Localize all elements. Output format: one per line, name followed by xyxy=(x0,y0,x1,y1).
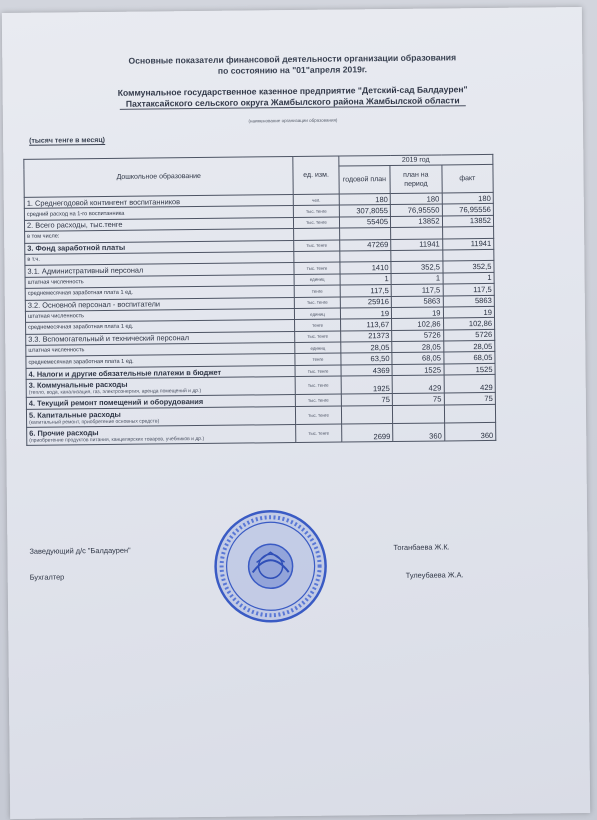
organization-name xyxy=(3,83,583,111)
cell-fact: 19 xyxy=(443,306,495,318)
cell-period-plan xyxy=(391,250,443,262)
cell-annual-plan: 47269 xyxy=(339,239,391,251)
row-unit: тенге xyxy=(295,353,340,365)
cell-period-plan: 19 xyxy=(392,307,444,319)
row-subtitle: (тепло, вода, канализация, газ, электроэнергия, аренда помещений и др.) xyxy=(28,388,202,397)
financial-table xyxy=(23,154,496,446)
row-unit: единиц xyxy=(295,342,340,354)
row-unit: тыс. тенге xyxy=(295,331,340,343)
cell-fact: 117,5 xyxy=(443,284,495,296)
row-name-text: в том числе: xyxy=(27,233,60,241)
row-name-text: 4. Текущий ремонт помещений и оборудования xyxy=(28,396,204,408)
row-name-text: 3.1. Административный персонал xyxy=(27,265,144,276)
row-name-text: среднемесячная заработная плата 1 ед. xyxy=(28,324,134,332)
cell-period-plan: 5863 xyxy=(391,295,443,307)
cell-annual-plan: 117,5 xyxy=(340,285,392,297)
col-header-annual-plan: годовой план xyxy=(339,166,391,195)
cell-period-plan: 11941 xyxy=(391,239,443,251)
cell-period-plan: 13852 xyxy=(391,216,443,228)
cell-period-plan: 5726 xyxy=(392,330,444,342)
row-name-text: среднемесячная заработная плата 1 ед. xyxy=(27,290,133,298)
cell-fact: 102,86 xyxy=(443,318,495,330)
cell-fact xyxy=(442,227,494,239)
row-subtitle: (капитальный ремонт, приобретение основных средств) xyxy=(29,418,160,426)
cell-fact: 1 xyxy=(443,272,495,284)
row-name-text: в т.ч. xyxy=(27,256,40,263)
unit-note: (тысяч тенге в месяц) xyxy=(29,136,106,145)
cell-period-plan: 76,95550 xyxy=(390,204,442,216)
row-unit: тыс. тенге xyxy=(296,376,341,394)
head-signature-label: Заведующий д/с "Балдаурен" xyxy=(29,545,131,556)
cell-fact: 76,95556 xyxy=(442,204,494,216)
cell-period-plan: 180 xyxy=(390,193,442,205)
title-line-1: Основные показатели финансовой деятельности организации образования xyxy=(128,52,457,66)
cell-annual-plan: 307,8055 xyxy=(339,205,391,217)
cell-period-plan: 1 xyxy=(391,273,443,285)
row-unit: тыс. тенге xyxy=(296,394,341,406)
row-name-text: штатная численность xyxy=(27,313,85,320)
cell-period-plan: 117,5 xyxy=(391,284,443,296)
row-unit: тыс. тенге xyxy=(295,365,340,377)
cell-fact: 1525 xyxy=(444,363,496,375)
row-name-text: 3. Коммунальные расходы xyxy=(28,380,128,391)
cell-period-plan: 68,05 xyxy=(392,352,444,364)
cell-annual-plan xyxy=(339,228,391,240)
row-name xyxy=(27,424,297,445)
cell-annual-plan: 1925 xyxy=(341,376,393,395)
row-unit: тыс. тенге xyxy=(296,406,341,424)
cell-annual-plan xyxy=(341,405,393,424)
cell-fact: 5726 xyxy=(443,329,495,341)
row-name-text: штатная численность xyxy=(28,347,85,355)
cell-fact: 13852 xyxy=(442,215,494,227)
cell-fact: 352,5 xyxy=(442,261,494,273)
cell-fact: 68,05 xyxy=(443,352,495,364)
head-signature-name: Тоганбаева Ж.К. xyxy=(393,542,450,552)
cell-annual-plan: 63,50 xyxy=(341,353,393,365)
col-header-fact: факт xyxy=(441,164,493,193)
row-unit: тыс. тенге xyxy=(295,297,340,309)
row-name-text: 1. Среднегодовой контингент воспитанников xyxy=(26,196,181,208)
cell-period-plan: 28,05 xyxy=(392,341,444,353)
cell-fact: 429 xyxy=(444,375,496,394)
cell-annual-plan: 4369 xyxy=(341,364,393,376)
cell-fact: 180 xyxy=(442,192,494,204)
org-line-1: Коммунальное государственное казенное предприятие "Детский-сад Балдаурен" xyxy=(117,84,468,98)
cell-annual-plan: 55405 xyxy=(339,216,391,228)
cell-fact xyxy=(444,404,496,423)
row-name-text: 3.2. Основной персонал - воспитатели xyxy=(27,299,161,311)
row-name-text: среднемесячная заработная плата 1 ед. xyxy=(28,358,134,366)
cell-period-plan: 1525 xyxy=(392,364,444,376)
row-unit: тыс. тенге xyxy=(294,240,339,252)
cell-annual-plan: 19 xyxy=(340,307,392,319)
col-header-unit: ед. изм. xyxy=(293,156,339,194)
accountant-signature-name: Тулеубаева Ж.А. xyxy=(405,570,464,580)
row-name-text: средний расход на 1-го воспитанника xyxy=(26,210,125,218)
cell-annual-plan: 2699 xyxy=(341,423,393,442)
cell-annual-plan: 113,67 xyxy=(340,319,392,331)
document-title xyxy=(2,51,582,78)
row-unit: тыс. тенге xyxy=(294,205,339,217)
row-unit: тенге xyxy=(295,319,340,331)
accountant-signature-label: Бухгалтер xyxy=(29,572,65,582)
cell-fact: 75 xyxy=(444,393,496,405)
row-unit: тыс. тенге xyxy=(294,262,339,274)
row-name-text: штатная численность xyxy=(27,279,84,286)
cell-period-plan: 102,86 xyxy=(392,318,444,330)
cell-period-plan xyxy=(393,405,445,424)
row-unit xyxy=(294,228,339,240)
row-name-text: 5. Капитальные расходы xyxy=(28,409,121,420)
col-header-year: 2019 год xyxy=(338,154,492,166)
cell-period-plan: 429 xyxy=(392,375,444,394)
row-name-text: 6. Прочие расходы xyxy=(29,427,99,438)
cell-period-plan: 360 xyxy=(393,423,445,442)
cell-annual-plan: 25916 xyxy=(340,296,392,308)
row-unit: тыс. тенге xyxy=(296,424,341,442)
row-unit: тенге xyxy=(295,285,340,297)
row-unit: единиц xyxy=(295,308,340,320)
cell-annual-plan: 21373 xyxy=(340,330,392,342)
row-name-text: 2. Всего расходы, тыс.тенге xyxy=(26,220,123,231)
row-name-text: 3. Фонд заработной платы xyxy=(27,243,126,254)
cell-period-plan: 75 xyxy=(392,393,444,405)
cell-fact: 11941 xyxy=(442,238,494,250)
cell-fact: 5863 xyxy=(443,295,495,307)
table-row xyxy=(27,422,496,445)
org-line-2: Пахтаксайского сельского округа Жамбылского района Жамбылской области xyxy=(120,95,466,110)
col-header-name: Дошкольное образование xyxy=(24,157,294,198)
document-sheet xyxy=(2,7,590,819)
row-unit: единиц xyxy=(294,274,339,286)
cell-annual-plan xyxy=(339,250,391,262)
cell-annual-plan: 28,05 xyxy=(340,342,392,354)
cell-period-plan: 352,5 xyxy=(391,261,443,273)
row-subtitle: (приобретение продуктов питания, канцелярских товаров, учебников и др.) xyxy=(29,435,205,444)
row-unit: чел. xyxy=(294,194,339,206)
cell-annual-plan: 180 xyxy=(339,194,391,206)
org-hint: (наименование организации образования) xyxy=(248,117,338,124)
cell-fact xyxy=(442,249,494,261)
cell-annual-plan: 75 xyxy=(341,394,393,406)
row-name-text: 3.3. Вспомогательный и технический персонал xyxy=(28,333,190,345)
row-unit xyxy=(294,251,339,263)
row-name-text: 4. Налоги и другие обязательные платежи в бюджет xyxy=(28,367,222,379)
cell-annual-plan: 1410 xyxy=(340,262,392,274)
cell-period-plan xyxy=(391,227,443,239)
official-seal-stamp xyxy=(212,508,329,625)
cell-annual-plan: 1 xyxy=(340,273,392,285)
title-line-2: по состоянию на "01"апреля 2019г. xyxy=(217,63,368,76)
cell-fact: 360 xyxy=(444,422,496,441)
col-header-period-plan: план на период xyxy=(390,165,442,194)
row-unit: тыс. тенге xyxy=(294,217,339,229)
cell-fact: 28,05 xyxy=(443,340,495,352)
